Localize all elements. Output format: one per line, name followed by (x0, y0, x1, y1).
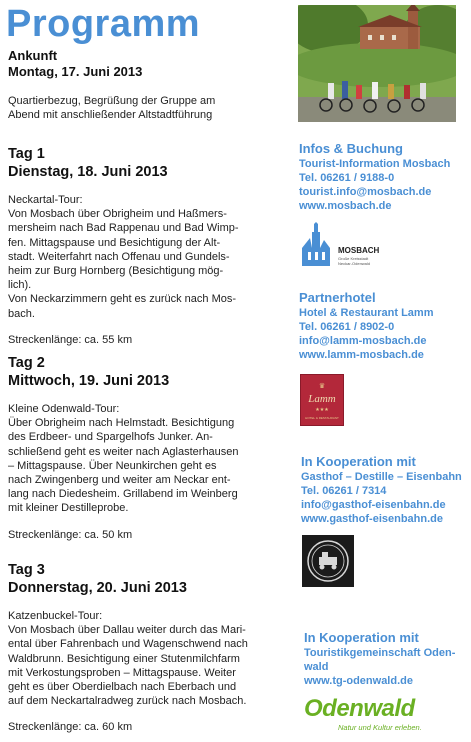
mosbach-logo-word: MOSBACH (338, 246, 380, 255)
day-1-line: stadt. Weiterfahrt nach Offenau und Gundels- (8, 250, 230, 263)
info-section (299, 141, 469, 213)
day-3-section (8, 561, 276, 735)
day-3-line: auf dem Neckartalradweg zurück nach Mosbach. (8, 695, 247, 708)
day-3-line: geht es über Oberdielbach nach Eberbach und (8, 681, 237, 694)
day-3-distance: Streckenlänge: ca. 60 km (8, 721, 133, 734)
day-3-date: Donnerstag, 20. Juni 2013 (8, 580, 187, 596)
day-1-date: Dienstag, 18. Juni 2013 (8, 164, 168, 180)
day-2-line: nach Zwingenberg und weiter am Neckar ent- (8, 474, 231, 487)
day-2-line: mit kleiner Destilleprobe. (8, 502, 129, 515)
hotel-website-link[interactable]: www.lamm-mosbach.de (299, 349, 424, 361)
coop1-name: Gasthof – Destille – Eisenbahn (301, 471, 462, 483)
gasthof-seal-logo (302, 535, 354, 587)
odenwald-logo-word: Odenwald (304, 695, 415, 722)
day-3-line: mit Verkostungsproben – Mittagspause. Weiter (8, 666, 236, 679)
day-1-label: Tag 1 (8, 146, 45, 162)
odenwald-logo (304, 696, 444, 736)
day-1-tour: Neckartal-Tour: (8, 194, 83, 206)
mosbach-logo (300, 222, 380, 268)
page-title: Programm (6, 3, 201, 45)
seal-icon (302, 535, 354, 587)
coop2-website-link[interactable]: www.tg-odenwald.de (304, 675, 413, 687)
hotel-section (299, 290, 469, 362)
arrival-heading: Ankunft (8, 48, 58, 63)
coop2-name: Touristikgemeinschaft Oden- (304, 647, 456, 659)
day-1-line: Von Mosbach über Obrigheim und Haßmers- (8, 208, 227, 221)
day-3-line: ental über Fahrenbach und Wagenschwend nach (8, 638, 248, 651)
info-heading: Infos & Buchung (299, 141, 403, 156)
coop1-heading: In Kooperation mit (301, 454, 416, 469)
lamm-logo (300, 374, 344, 426)
day-2-tour: Kleine Odenwald-Tour: (8, 403, 120, 415)
info-email-link[interactable]: tourist.info@mosbach.de (299, 186, 432, 198)
hotel-phone: Tel. 06261 / 8902-0 (299, 321, 395, 333)
mosbach-logo-sub2: Neckar-Odenwald (338, 261, 371, 266)
coop1-website-link[interactable]: www.gasthof-eisenbahn.de (301, 513, 443, 525)
info-website-link[interactable]: www.mosbach.de (299, 200, 392, 212)
hotel-heading: Partnerhotel (299, 290, 376, 305)
day-3-line: Von Mosbach über Dallau weiter durch das Mari- (8, 624, 246, 637)
day-1-line: mersheim nach Bad Rappenau und Bad Wimp- (8, 222, 239, 235)
day-2-date: Mittwoch, 19. Juni 2013 (8, 373, 170, 389)
arrival-section (8, 48, 276, 122)
info-phone: Tel. 06261 / 9188-0 (299, 172, 395, 184)
day-2-line: Über Obrigheim nach Helmstadt. Besichtigung (8, 417, 235, 430)
lamm-logo-word: Lamm (308, 393, 336, 405)
day-1-section (8, 145, 276, 347)
arrival-text: Quartierbezug, Begrüßung der Gruppe am Abend mit anschließender Altstadtführung (8, 95, 216, 122)
info-line: Tourist-Information Mosbach (299, 158, 451, 170)
day-1-line: fen. Mittagspause und Besichtigung der Alt- (8, 236, 221, 249)
day-1-line: bach. (8, 307, 35, 320)
coop2-name-cont: wald (304, 661, 329, 673)
day-2-line: lang nach Diedesheim. Grillabend im Weinberg (8, 488, 238, 501)
hotel-name: Hotel & Restaurant Lamm (299, 307, 434, 319)
lamm-logo-sub: HOTEL & RESTAURANT (305, 416, 339, 420)
mosbach-logo-sub1: Große Kreisstadt (338, 256, 369, 261)
day-2-label: Tag 2 (8, 355, 45, 371)
day-2-line: – Mittagspause. Über Neunkirchen geht es (8, 459, 217, 472)
day-3-label: Tag 3 (8, 562, 45, 578)
day-1-line: heim zur Burg Hornberg (Besichtigung mög- (8, 265, 224, 278)
coop1-email-link[interactable]: info@gasthof-eisenbahn.de (301, 499, 446, 511)
odenwald-logo-tagline: Natur und Kultur erleben. (338, 723, 422, 732)
coop2-section (304, 630, 468, 688)
coop2-heading: In Kooperation mit (304, 630, 419, 645)
hotel-email-link[interactable]: info@lamm-mosbach.de (299, 335, 427, 347)
coop1-section (301, 454, 471, 526)
day-3-line: Waldbrunn. Besichtigung einer Stutenmilchfarm (8, 652, 240, 665)
day-2-section (8, 354, 276, 542)
day-2-distance: Streckenlänge: ca. 50 km (8, 528, 133, 541)
day-1-line: lich). (8, 279, 32, 292)
day-1-distance: Streckenlänge: ca. 55 km (8, 333, 133, 346)
arrival-date: Montag, 17. Juni 2013 (8, 64, 143, 79)
day-2-line: des Erdbeer- und Spargelhofs Junker. An- (8, 431, 213, 444)
mosbach-emblem-icon (300, 222, 340, 268)
lamm-logo-stars: ★★★ (315, 407, 329, 413)
day-1-line: Von Neckarzimmern geht es zurück nach Mos- (8, 293, 237, 306)
day-2-line: schließend geht es weiter nach Aglasterhausen (8, 445, 239, 458)
cyclists-castle-photo (298, 5, 456, 122)
day-3-tour: Katzenbuckel-Tour: (8, 610, 103, 622)
coop1-phone: Tel. 06261 / 7314 (301, 485, 387, 497)
lamm-crest-icon: ♛ (318, 383, 326, 390)
